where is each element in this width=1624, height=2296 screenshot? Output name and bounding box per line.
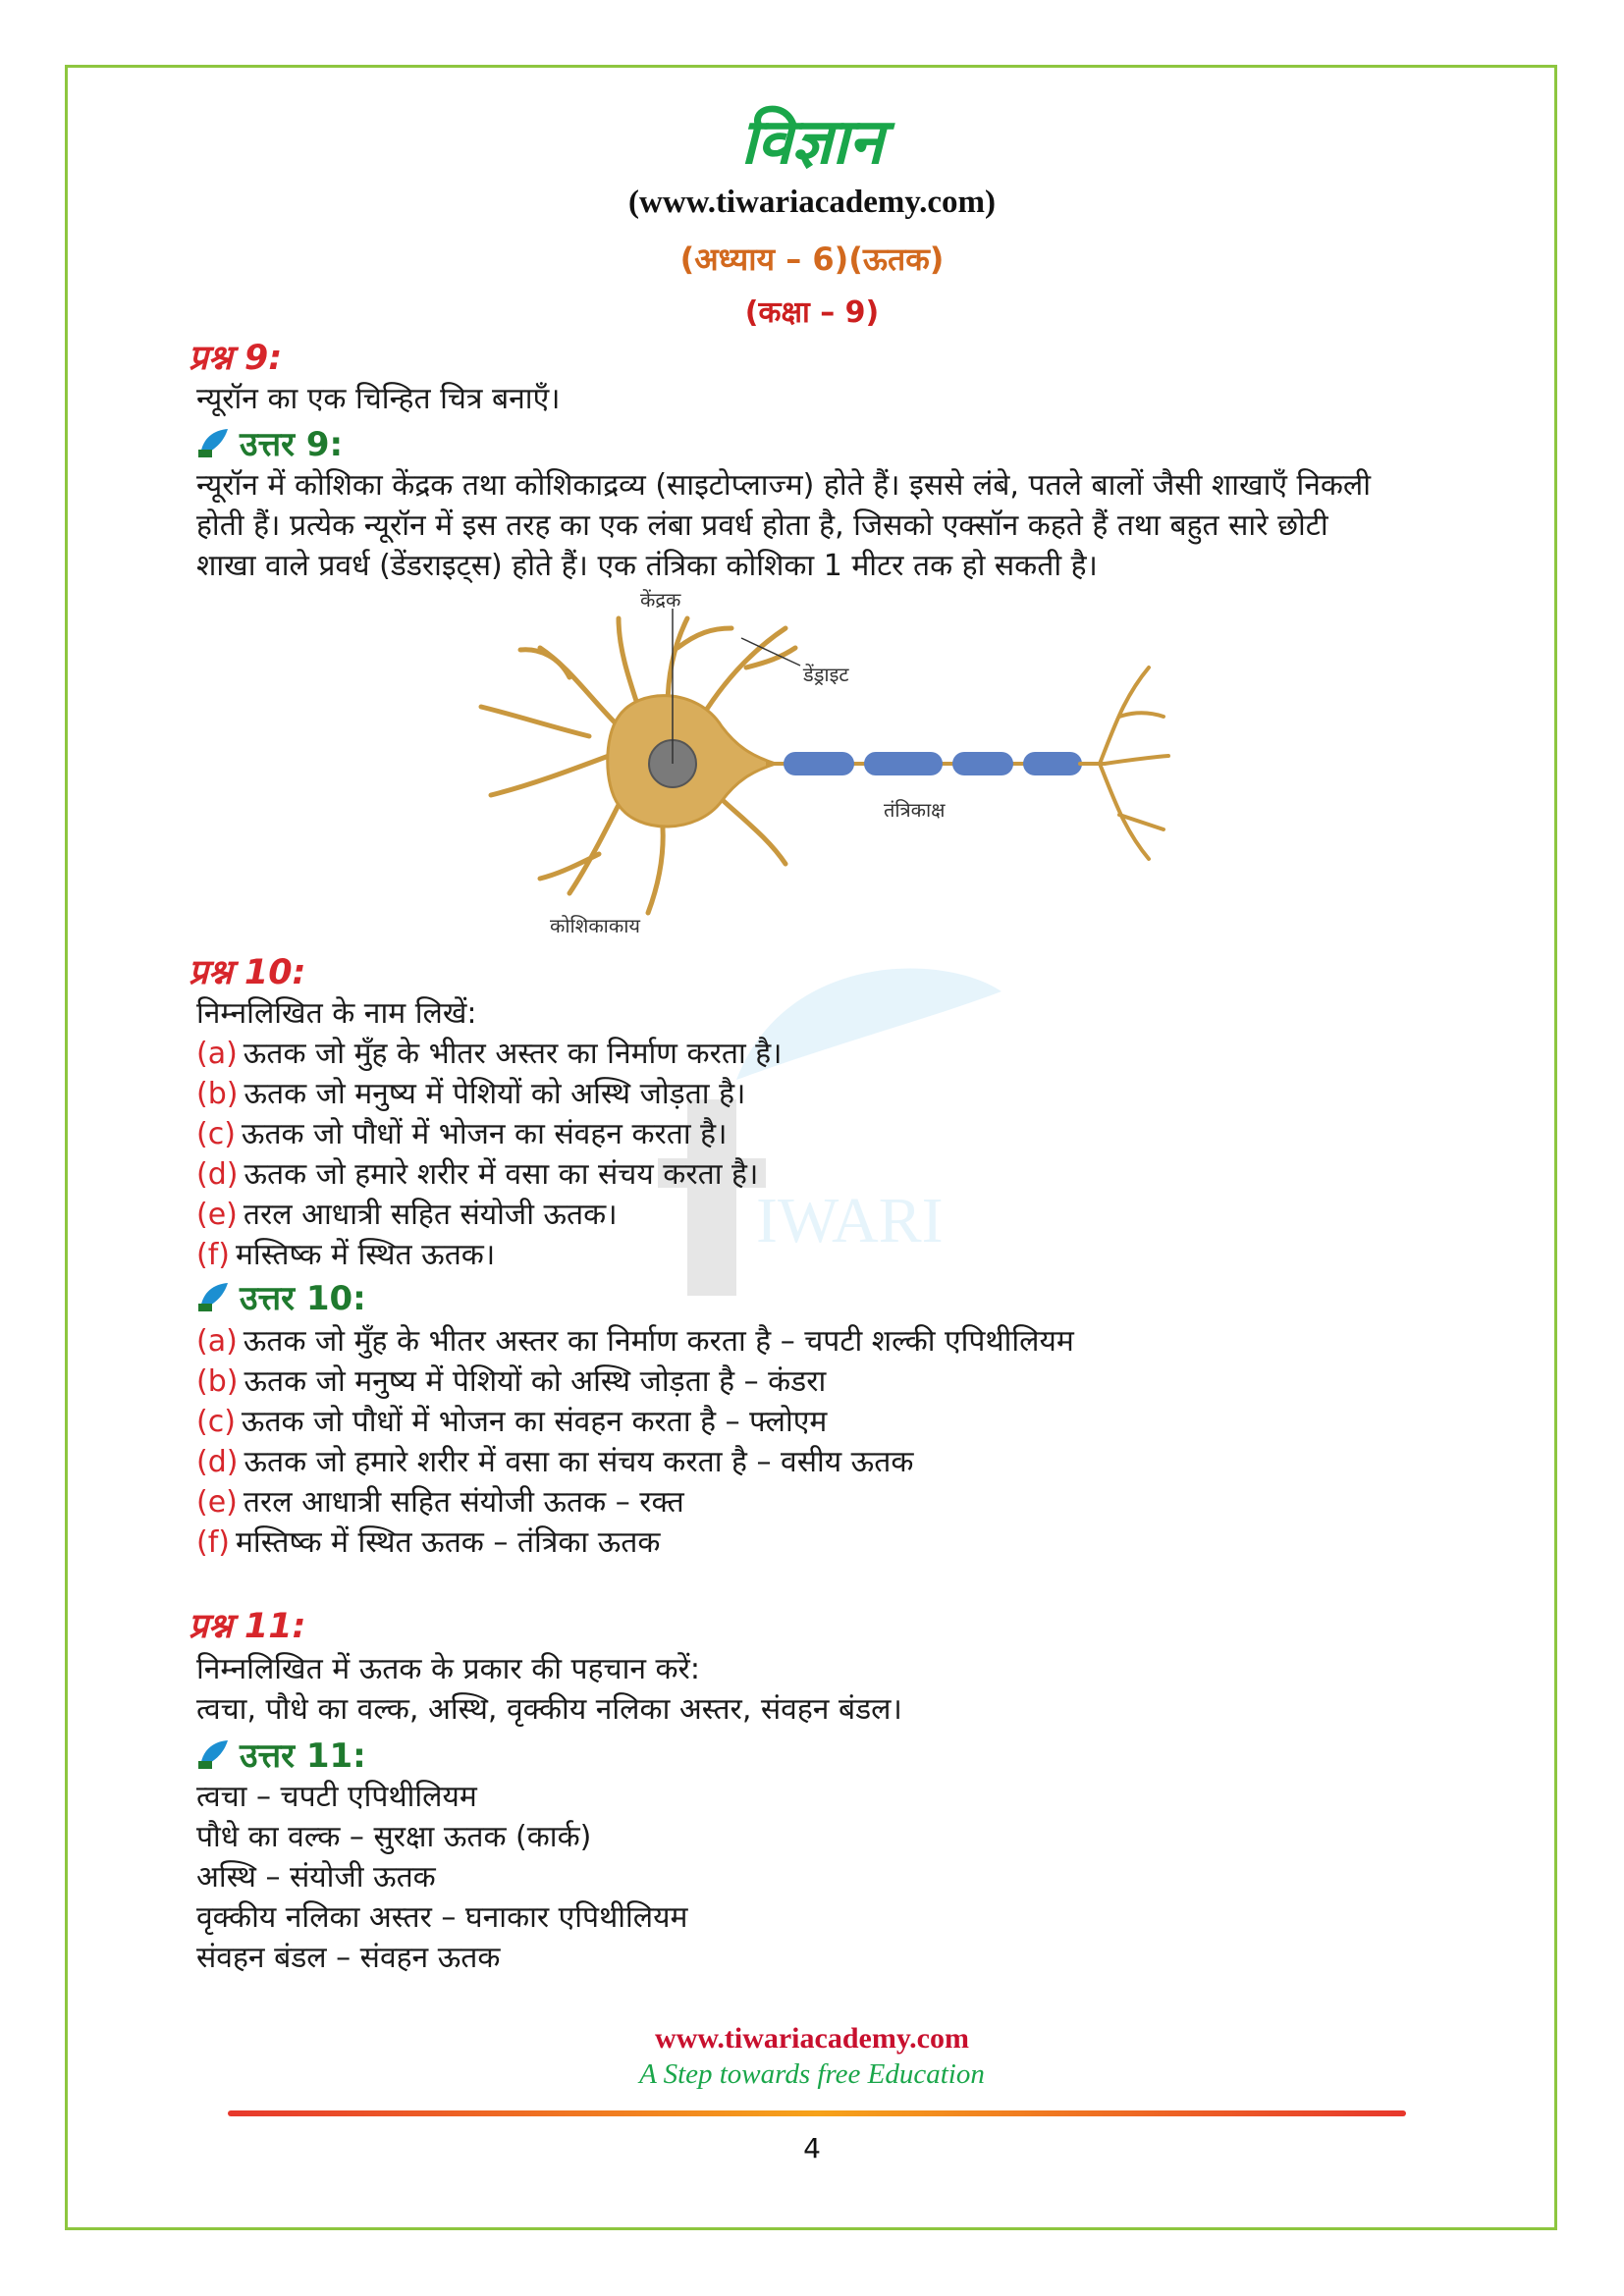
- answer-9-paragraph: [196, 465, 1434, 586]
- label-cell-body: कोशिकाकाय: [550, 914, 640, 937]
- class-label: (कक्षा – 9): [744, 295, 880, 330]
- item-mark: (a): [196, 1324, 238, 1359]
- item-text: ऊतक जो मनुष्य में पेशियों को अस्थि जोड़ता है।: [244, 1077, 746, 1111]
- item-text: ऊतक जो मनुष्य में पेशियों को अस्थि जोड़ता है – कंडरा: [244, 1364, 827, 1399]
- item-text: मस्तिष्क में स्थित ऊतक।: [235, 1238, 496, 1272]
- footer-divider: [228, 2110, 1406, 2116]
- question-10-label: प्रश्न 10:: [189, 953, 306, 992]
- answer-10-item: [196, 1362, 826, 1402]
- answer-9-heading: [196, 420, 343, 465]
- chapter-label: (अध्याय – 6)(ऊतक): [679, 240, 945, 278]
- answer-10-item: [196, 1321, 1074, 1362]
- page-title: विज्ञान: [740, 106, 884, 179]
- answer-11-line: वृक्कीय नलिका अस्तर – घनाकार एपिथीलियम: [196, 1900, 688, 1935]
- question-11-label: प्रश्न 11:: [189, 1607, 306, 1646]
- item-mark: (b): [196, 1077, 239, 1111]
- question-10-item: [196, 1114, 728, 1154]
- label-nucleus: केंद्रक: [640, 589, 681, 612]
- answer-11-line: अस्थि – संयोजी ऊतक: [196, 1860, 436, 1895]
- question-9-text: न्यूरॉन का एक चिन्हित चित्र बनाएँ।: [196, 382, 561, 416]
- answer-9-line: शाखा वाले प्रवर्ध (डेंडराइट्स) होते हैं। एक तंत्रिका कोशिका 1 मीटर तक हो सकती है।: [196, 549, 1098, 583]
- answer-9-label: उत्तर 9:: [240, 425, 344, 464]
- question-10-item: [196, 1235, 495, 1275]
- item-text: ऊतक जो हमारे शरीर में वसा का संचय करता है।: [244, 1157, 759, 1192]
- leaf-icon: [196, 1280, 230, 1313]
- answer-10-item: [196, 1482, 684, 1522]
- item-mark: (f): [196, 1525, 230, 1560]
- item-mark: (e): [196, 1198, 238, 1232]
- question-10-item: [196, 1034, 783, 1074]
- answer-10-item: [196, 1402, 827, 1442]
- answer-9-line: होती हैं। प्रत्येक न्यूरॉन में इस तरह का एक लंबा प्रवर्ध होता है, जिसको एक्सॉन कहते हैं तथा बहुत सारे छोटी: [196, 508, 1328, 543]
- header-site-link[interactable]: (www.tiwariacademy.com): [628, 185, 996, 220]
- axon-terminal: [1080, 667, 1168, 859]
- leaf-icon: [196, 1737, 230, 1771]
- footer-site-link[interactable]: www.tiwariacademy.com: [655, 2022, 969, 2055]
- item-text: ऊतक जो पौधों में भोजन का संवहन करता है।: [241, 1117, 728, 1151]
- question-11-prompt: त्वचा, पौधे का वल्क, अस्थि, वृक्कीय नलिका अस्तर, संवहन बंडल।: [196, 1692, 902, 1727]
- answer-9-line: न्यूरॉन में कोशिका केंद्रक तथा कोशिकाद्रव्य (साइटोप्लाज्म) होते हैं। इससे लंबे, पतले बालों जैसी शाखाएँ निकली: [196, 468, 1372, 503]
- label-dendrite: डेंड्राइट: [803, 663, 849, 686]
- watermark-text: IWARI: [756, 1185, 944, 1256]
- answer-11-label: उत्तर 11:: [240, 1736, 366, 1776]
- item-mark: (a): [196, 1037, 238, 1071]
- footer-tagline: A Step towards free Education: [639, 2058, 985, 2090]
- answer-10-item: [196, 1442, 913, 1482]
- leaf-icon: [196, 426, 230, 459]
- item-mark: (c): [196, 1405, 236, 1439]
- item-text: ऊतक जो पौधों में भोजन का संवहन करता है – फ्लोएम: [241, 1405, 828, 1439]
- answer-11-line: त्वचा – चपटी एपिथीलियम: [196, 1780, 477, 1814]
- item-text: मस्तिष्क में स्थित ऊतक – तंत्रिका ऊतक: [235, 1525, 661, 1560]
- answer-10-heading: [196, 1274, 366, 1319]
- label-axon: तंत्रिकाक्ष: [884, 798, 946, 822]
- page-number: 4: [803, 2132, 821, 2164]
- item-text: ऊतक जो मुँह के भीतर अस्तर का निर्माण करता है – चपटी शल्की एपिथीलियम: [243, 1324, 1074, 1359]
- answer-11-line: पौधे का वल्क – सुरक्षा ऊतक (कार्क): [196, 1820, 592, 1854]
- question-9-label: प्रश्न 9:: [189, 339, 283, 378]
- item-text: ऊतक जो हमारे शरीर में वसा का संचय करता है – वसीय ऊतक: [244, 1445, 914, 1479]
- item-mark: (d): [196, 1157, 239, 1192]
- question-10-item: [196, 1154, 758, 1195]
- item-mark: (c): [196, 1117, 236, 1151]
- question-10-prompt: निम्नलिखित के नाम लिखें:: [196, 996, 477, 1031]
- item-text: तरल आधात्री सहित संयोजी ऊतक – रक्त: [243, 1485, 684, 1520]
- item-text: तरल आधात्री सहित संयोजी ऊतक।: [243, 1198, 618, 1232]
- myelin-sheath: [784, 752, 1082, 775]
- answer-10-item: [196, 1522, 660, 1563]
- item-mark: (b): [196, 1364, 239, 1399]
- answer-11-heading: [196, 1732, 366, 1777]
- neuron-diagram: [471, 589, 1178, 942]
- answer-10-label: उत्तर 10:: [240, 1279, 366, 1318]
- question-10-item: [196, 1195, 618, 1235]
- item-mark: (e): [196, 1485, 238, 1520]
- item-mark: (d): [196, 1445, 239, 1479]
- item-mark: (f): [196, 1238, 230, 1272]
- question-10-item: [196, 1074, 745, 1114]
- item-text: ऊतक जो मुँह के भीतर अस्तर का निर्माण करता है।: [243, 1037, 783, 1071]
- question-11-prompt: निम्नलिखित में ऊतक के प्रकार की पहचान करें:: [196, 1652, 700, 1686]
- answer-11-line: संवहन बंडल – संवहन ऊतक: [196, 1941, 501, 1975]
